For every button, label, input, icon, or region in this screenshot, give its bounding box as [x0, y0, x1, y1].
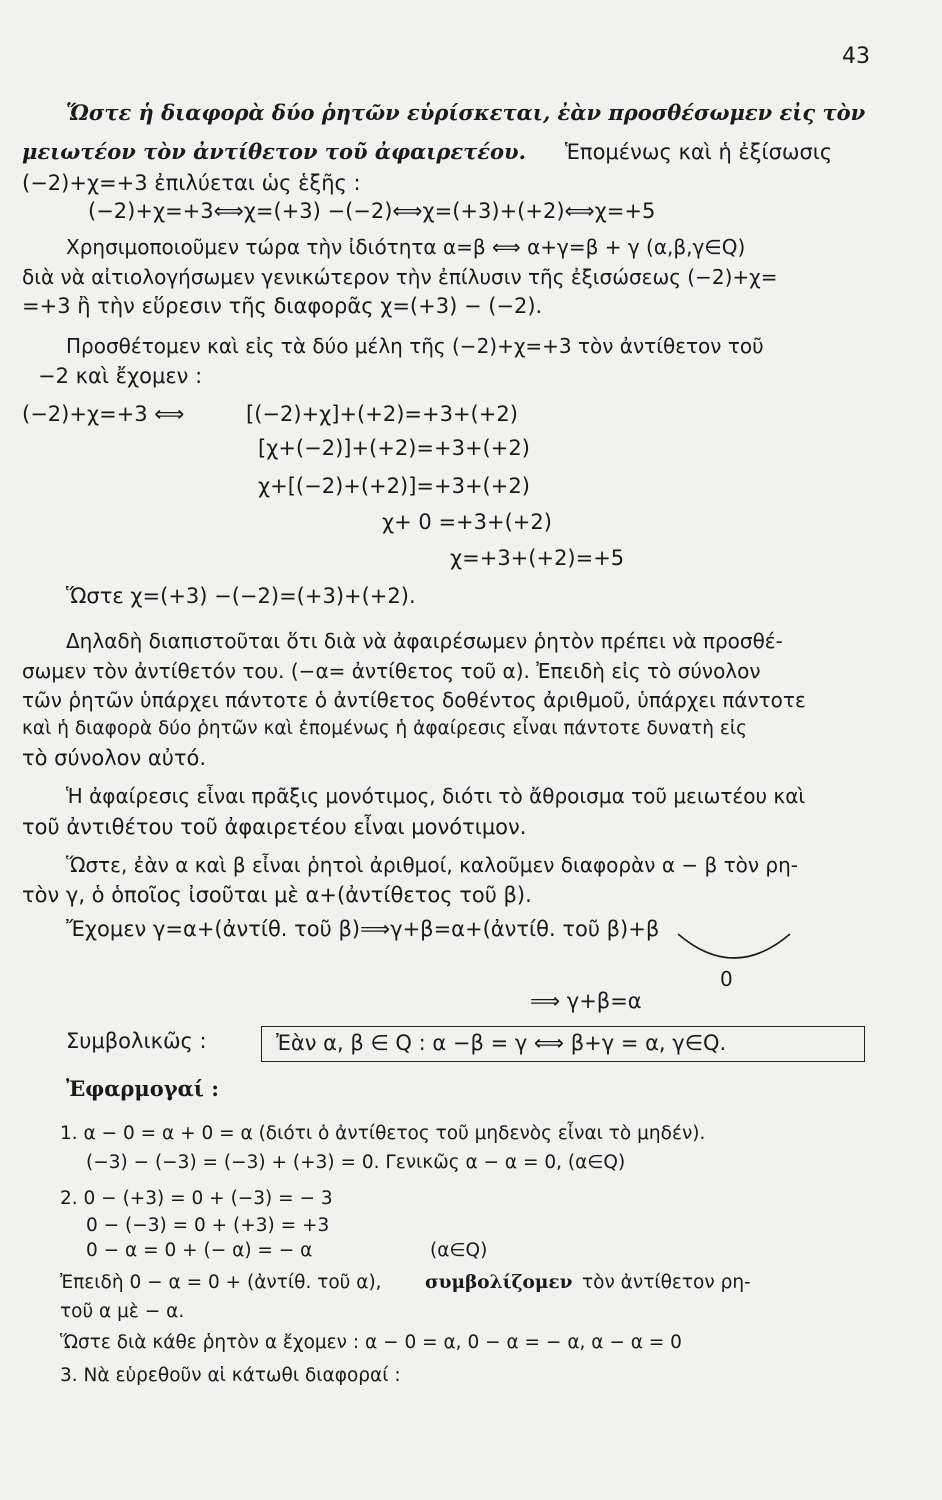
text-line: −2 καὶ ἔχομεν :: [38, 364, 203, 388]
equation-line: [(−2)+χ]+(+2)=+3+(+2): [246, 402, 518, 426]
equation-line: χ+[(−2)+(+2)]=+3+(+2): [258, 474, 530, 498]
text-line: Χρησιμοποιοῦμεν τώρα τὴν ἰδιότητα α=β ⟺ α+γ=β + γ (α,β,γ∈Q): [66, 235, 746, 259]
text-line: σωμεν τὸν ἀντίθετόν του. (−α= ἀντίθετος τοῦ α). Ἐπειδὴ εἰς τὸ σύνολον: [22, 659, 761, 683]
equation-line: [χ+(−2)]+(+2)=+3+(+2): [258, 436, 530, 460]
text-line-bold: συμβολίζομεν: [425, 1272, 573, 1293]
text-line: 0 − α = 0 + (− α) = − α: [86, 1240, 313, 1261]
text-line: τῶν ῥητῶν ὑπάρχει πάντοτε ὁ ἀντίθετος δοθέντος ἀριθμοῦ, ὑπάρχει πάντοτε: [22, 688, 806, 712]
text-line: Ὥστε ἡ διαφορὰ δύο ῥητῶν εὑρίσκεται, ἐὰν προσθέσωμεν εἰς τὸν: [66, 100, 866, 125]
text-line: 2. 0 − (+3) = 0 + (−3) = − 3: [60, 1188, 333, 1209]
definition-text: Ἐὰν α, β ∈ Q : α −β = γ ⟺ β+γ = α, γ∈Q.: [276, 1031, 727, 1055]
text-line: Προσθέτομεν καὶ εἰς τὰ δύο μέλη τῆς (−2)+χ=+3 τὸν ἀντίθετον τοῦ: [66, 334, 764, 358]
symbolic-label: Συμβολικῶς :: [66, 1029, 207, 1053]
text-line: Ὥστε διὰ κάθε ῥητὸν α ἔχομεν : α − 0 = α, 0 − α = − α, α − α = 0: [60, 1332, 682, 1353]
equation-line: Ἔχομεν γ=α+(ἀντίθ. τοῦ β)⟹γ+β=α+(ἀντίθ. τοῦ β)+β: [66, 917, 660, 941]
text-line: τὸ σύνολον αὐτό.: [22, 746, 207, 770]
text-line: 0 − (−3) = 0 + (+3) = +3: [86, 1215, 330, 1236]
text-line: (−2)+χ=+3 ἐπιλύεται ὡς ἑξῆς :: [22, 171, 361, 195]
text-line: τοῦ α μὲ − α.: [60, 1301, 185, 1322]
text-line: =+3 ἢ τὴν εὕρεσιν τῆς διαφορᾶς χ=(+3) − (−2).: [22, 294, 543, 318]
text-line: τὸν ἀντίθετον ρη-: [582, 1272, 751, 1293]
text-line: (−3) − (−3) = (−3) + (+3) = 0. Γενικῶς α − α = 0, (α∈Q): [86, 1152, 626, 1173]
definition-box: [261, 1026, 865, 1062]
text-line: Ἐπειδὴ 0 − α = 0 + (ἀντίθ. τοῦ α),: [60, 1272, 382, 1293]
equation-line: χ+ 0 =+3+(+2): [382, 510, 552, 534]
equation-line: (−2)+χ=+3⟺χ=(+3) −(−2)⟺χ=(+3)+(+2)⟺χ=+5: [88, 199, 656, 223]
text-line: Ὥστε, ἐὰν α καὶ β εἶναι ῥητοὶ ἀριθμοί, καλοῦμεν διαφορὰν α − β τὸν ρη-: [66, 853, 799, 877]
equation-line: ⟹ γ+β=α: [530, 989, 642, 1013]
text-line: Ἑπομένως καὶ ἡ ἐξίσωσις: [565, 140, 833, 164]
text-line: Ἡ ἀφαίρεσις εἶναι πρᾶξις μονότιμος, διότι τὸ ἄθροισμα τοῦ μειωτέου καὶ: [66, 784, 806, 808]
text-line: τοῦ ἀντιθέτου τοῦ ἀφαιρετέου εἶναι μονότιμον.: [22, 815, 527, 839]
equation-line: (−2)+χ=+3 ⟺: [22, 402, 185, 426]
section-heading: Ἐφαρμογαί :: [66, 1076, 220, 1101]
text-line: 1. α − 0 = α + 0 = α (διότι ὁ ἀντίθετος τοῦ μηδενὸς εἶναι τὸ μηδέν).: [60, 1123, 706, 1144]
text-line: 3. Νὰ εὑρεθοῦν αἱ κάτωθι διαφοραί :: [60, 1365, 401, 1386]
text-line: (α∈Q): [430, 1240, 488, 1261]
text-line: Δηλαδὴ διαπιστοῦται ὅτι διὰ νὰ ἀφαιρέσωμεν ῥητὸν πρέπει νὰ προσθέ-: [66, 629, 783, 653]
underbrace-label: 0: [720, 967, 733, 991]
text-line: καὶ ἡ διαφορὰ δύο ῥητῶν καὶ ἑπομένως ἡ ἀφαίρεσις εἶναι πάντοτε δυνατὴ εἰς: [22, 718, 747, 739]
underbrace: [674, 930, 794, 970]
text-line: μειωτέον τὸν ἀντίθετον τοῦ ἀφαιρετέου.: [22, 139, 526, 164]
text-line: Ὥστε χ=(+3) −(−2)=(+3)+(+2).: [66, 584, 416, 608]
page-number: 43: [842, 44, 870, 69]
text-line: διὰ νὰ αἰτιολογήσωμεν γενικώτερον τὴν ἐπίλυσιν τῆς ἐξισώσεως (−2)+χ=: [22, 265, 778, 289]
equation-line: χ=+3+(+2)=+5: [450, 546, 625, 570]
text-line: τὸν γ, ὁ ὁποῖος ἰσοῦται μὲ α+(ἀντίθετος τοῦ β).: [22, 883, 532, 907]
